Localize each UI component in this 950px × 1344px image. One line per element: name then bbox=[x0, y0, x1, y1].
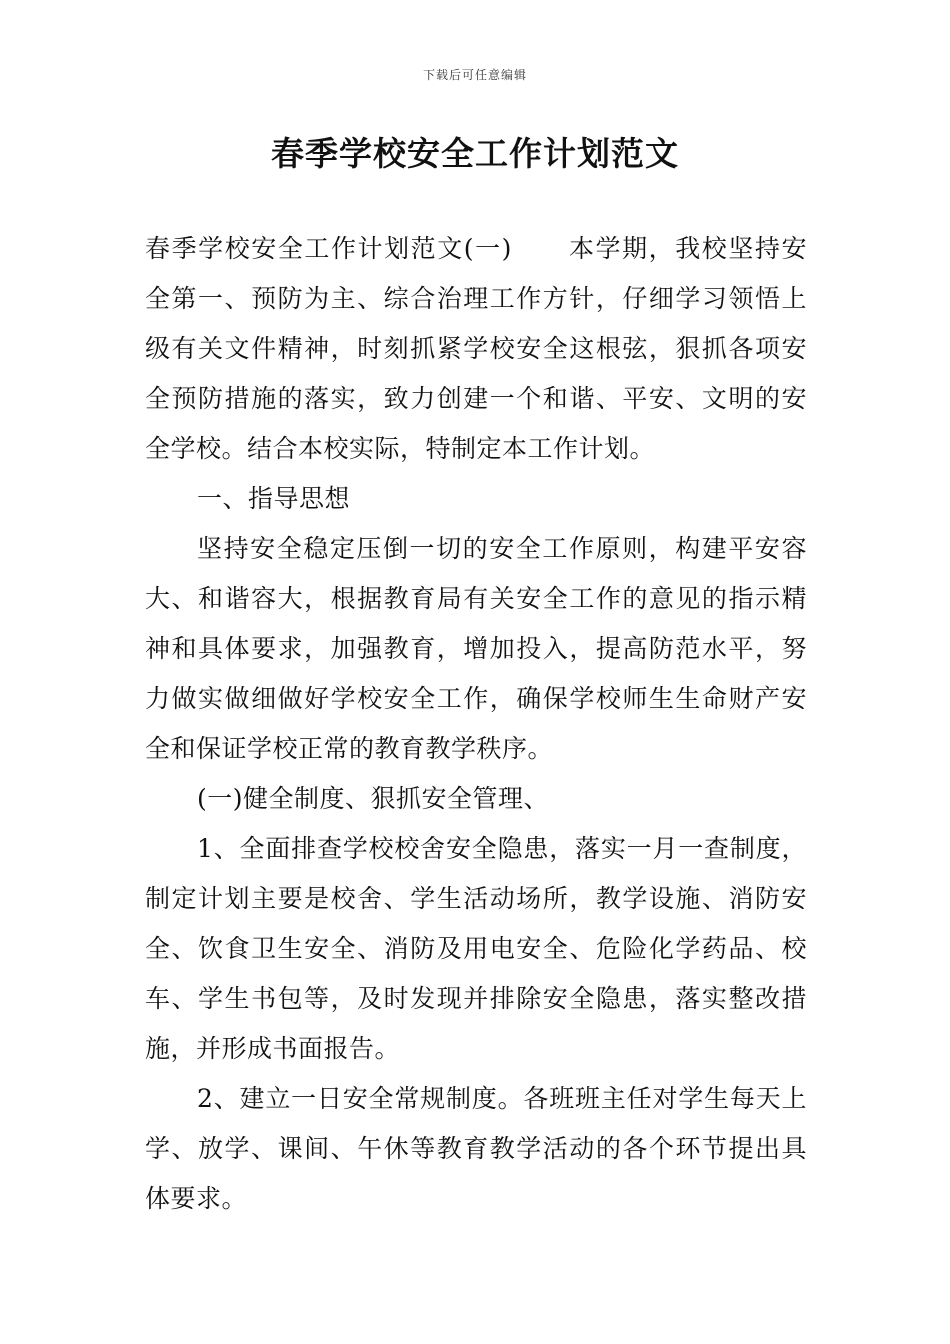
header-note: 下载后可任意编辑 bbox=[422, 68, 527, 82]
section-heading-guiding-ideology: 一、指导思想 bbox=[197, 484, 351, 513]
document-title: 春季学校安全工作计划范文 bbox=[271, 134, 679, 173]
intro-paragraph bbox=[145, 224, 807, 474]
intro-text: 本学期，我校坚持安全第一、预防为主、综合治理工作方针，仔细学习领悟上级有关文件精神，时刻抓紧学校安全这根弦，狠抓各项安全预防措施的落实，致力创建一个和谐、平安、文明的安全学校。结合本校实际，特制定本工作计划。 bbox=[145, 234, 807, 463]
intro-lead: 春季学校安全工作计划范文(一) bbox=[145, 234, 512, 263]
paragraph-guiding-ideology: 坚持安全稳定压倒一切的安全工作原则，构建平安容大、和谐容大，根据教育局有关安全工作的意见的指示精神和具体要求，加强教育，增加投入，提高防范水平，努力做实做细做好学校安全工作，确保学校师生生命财产安全和保证学校正常的教育教学秩序。 bbox=[145, 534, 807, 763]
paragraph-item-2: 2、建立一日安全常规制度。各班班主任对学生每天上学、放学、课间、午休等教育教学活动的各个环节提出具体要求。 bbox=[145, 1084, 807, 1213]
paragraph-item-1: 1、全面排查学校校舍安全隐患，落实一月一查制度，制定计划主要是校舍、学生活动场所，教学设施、消防安全、饮食卫生安全、消防及用电安全、危险化学药品、校车、学生书包等，及时发现并排除安全隐患，落实整改措施，并形成书面报告。 bbox=[145, 834, 807, 1063]
document-body bbox=[145, 224, 807, 1224]
subsection-heading-system: (一)健全制度、狠抓安全管理、 bbox=[197, 784, 550, 813]
